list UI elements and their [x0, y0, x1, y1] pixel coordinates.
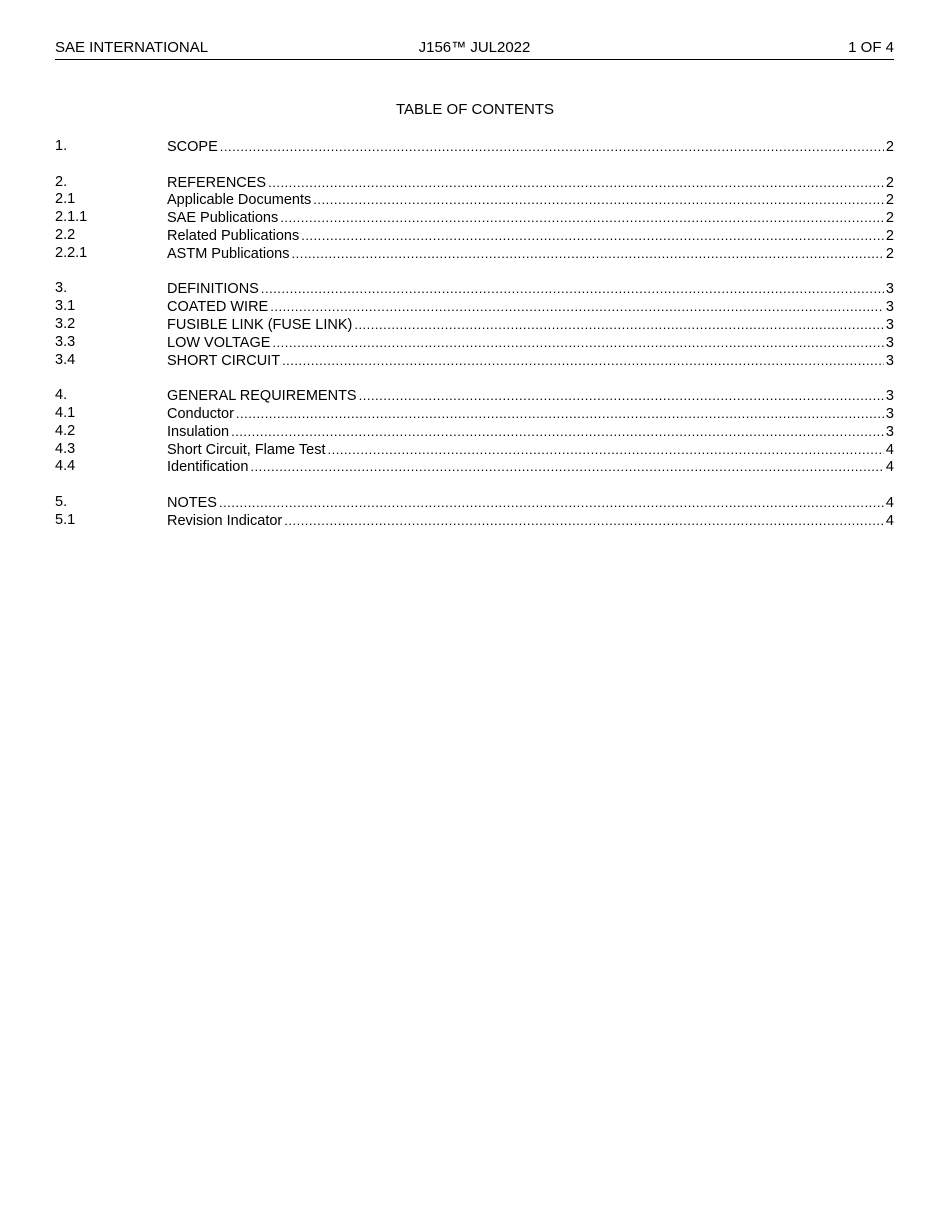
header-organization: SAE INTERNATIONAL — [55, 39, 209, 56]
toc-entry-number: 4.3 — [55, 440, 76, 457]
toc-entry-page: 2 — [885, 192, 894, 209]
toc-entry[interactable] — [55, 387, 894, 405]
toc-entry-number: 1. — [55, 138, 68, 154]
toc-entry-label: COATED WIRE — [167, 299, 269, 316]
toc-leader-dots — [280, 209, 884, 227]
toc-entry-number: 4.1 — [55, 404, 76, 421]
toc-entry[interactable] — [55, 423, 894, 441]
toc-leader-dots — [292, 245, 884, 263]
toc-entry[interactable] — [55, 245, 894, 263]
toc-entry-label: Revision Indicator — [167, 512, 283, 529]
toc-leader-dots — [268, 174, 884, 192]
toc-entry[interactable] — [55, 512, 894, 530]
page-header — [55, 38, 894, 60]
toc-entry-number: 2. — [55, 173, 68, 190]
toc-entry[interactable] — [55, 209, 894, 227]
toc-entry-label: LOW VOLTAGE — [167, 334, 271, 351]
toc-entry-label: Identification — [167, 459, 249, 476]
toc-leader-dots — [219, 494, 884, 512]
toc-entry-label: SHORT CIRCUIT — [167, 352, 281, 369]
toc-entry-number: 5. — [55, 493, 68, 510]
toc-leader-dots — [261, 280, 884, 298]
toc-entry[interactable] — [55, 334, 894, 352]
toc-entry[interactable] — [55, 138, 894, 156]
toc-entry-number: 3.2 — [55, 315, 76, 332]
toc-entry[interactable] — [55, 441, 894, 459]
toc-leader-dots — [236, 405, 884, 423]
toc-entry-page: 3 — [885, 352, 894, 369]
toc-title: TABLE OF CONTENTS — [395, 101, 555, 118]
toc-leader-dots — [301, 227, 884, 245]
toc-leader-dots — [282, 352, 884, 370]
toc-leader-dots — [270, 298, 884, 316]
toc-entry-number: 4.4 — [55, 458, 76, 475]
toc-entry-number: 3. — [55, 280, 68, 297]
toc-entry[interactable] — [55, 174, 894, 192]
toc-entry-number: 4. — [55, 387, 68, 404]
toc-entry[interactable] — [55, 227, 894, 245]
toc-entry-number: 3.1 — [55, 298, 76, 315]
toc-entry-label: DEFINITIONS — [167, 281, 259, 298]
toc-leader-dots — [272, 334, 884, 352]
toc-entry-label: SAE Publications — [167, 210, 279, 227]
toc-entry[interactable] — [55, 298, 894, 316]
toc-entry-page: 3 — [885, 405, 894, 422]
toc-entry[interactable] — [55, 191, 894, 209]
toc-entry-number: 2.1.1 — [55, 209, 88, 226]
toc-entry-label: GENERAL REQUIREMENTS — [167, 388, 357, 405]
toc-leader-dots — [354, 316, 884, 334]
toc-entry-page: 2 — [885, 210, 894, 227]
toc-entry-page: 4 — [885, 512, 894, 529]
toc-entry-label: Related Publications — [167, 227, 300, 244]
toc-entry[interactable] — [55, 316, 894, 334]
toc-entry-label: REFERENCES — [167, 174, 267, 191]
toc-entry-page: 2 — [885, 227, 894, 244]
toc-entry-number: 2.2 — [55, 226, 76, 243]
toc-entry-page: 3 — [885, 423, 894, 440]
toc-leader-dots — [250, 458, 884, 476]
toc-entry-page: 4 — [885, 459, 894, 476]
header-document-id: J156™ JUL2022 — [418, 39, 531, 56]
toc-entry-number: 2.1 — [55, 191, 76, 208]
toc-leader-dots — [284, 512, 884, 530]
toc-entry-label: FUSIBLE LINK (FUSE LINK) — [167, 316, 353, 333]
toc-entry-page: 3 — [885, 334, 894, 351]
toc-entry-label: SCOPE — [167, 139, 218, 155]
toc-entry-label: Conductor — [167, 405, 234, 422]
toc-leader-dots — [313, 191, 884, 209]
toc-entry-page: 2 — [885, 245, 894, 262]
toc-entry-label: Applicable Documents — [167, 192, 312, 209]
toc-leader-dots — [359, 387, 884, 405]
toc-entry-label: Short Circuit, Flame Test — [167, 441, 326, 458]
toc-entry-page: 3 — [885, 281, 894, 298]
toc-entry-label: ASTM Publications — [167, 245, 290, 262]
toc-entry-number: 4.2 — [55, 422, 76, 439]
toc-entry-number: 3.3 — [55, 333, 76, 350]
toc-entry-number: 3.4 — [55, 351, 76, 368]
toc-entry[interactable] — [55, 494, 894, 512]
toc-entry-label: NOTES — [167, 494, 217, 511]
toc-entry-page: 2 — [885, 139, 894, 155]
table-of-contents — [55, 138, 894, 530]
toc-entry-page: 3 — [885, 316, 894, 333]
toc-entry-page: 4 — [885, 441, 894, 458]
toc-entry-page: 4 — [885, 494, 894, 511]
toc-entry-label: Insulation — [167, 423, 230, 440]
toc-entry[interactable] — [55, 280, 894, 298]
toc-leader-dots — [327, 441, 883, 459]
toc-entry-number: 5.1 — [55, 511, 76, 528]
header-page-number: 1 OF 4 — [848, 39, 894, 56]
toc-entry-page: 2 — [885, 174, 894, 191]
toc-entry[interactable] — [55, 352, 894, 370]
toc-entry[interactable] — [55, 458, 894, 476]
toc-leader-dots — [220, 138, 884, 156]
toc-entry-number: 2.2.1 — [55, 244, 88, 261]
toc-entry-page: 3 — [885, 299, 894, 316]
toc-leader-dots — [231, 423, 884, 441]
toc-entry[interactable] — [55, 405, 894, 423]
toc-entry-page: 3 — [885, 388, 894, 405]
